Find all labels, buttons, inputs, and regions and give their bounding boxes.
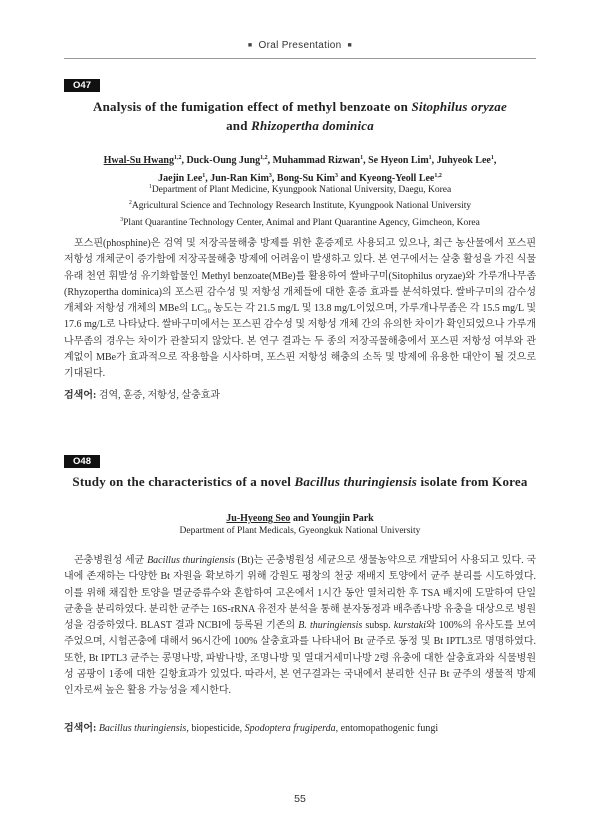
author-name: Jaejin Lee [158,172,203,184]
italic-term: Bacillus thuringiensis [98,723,187,734]
text-run: 곤충병원성 세균 [74,555,148,566]
author-affiliation-mark: 1 [202,172,206,179]
author-affiliation-mark: 1 [360,155,364,161]
affiliation: Department of Plant Medicals, Gyeongkuk National University [179,526,421,536]
section-label: Oral Presentation [258,40,342,51]
author-line: Jaejin Lee$^1$, Jun-Ran Kim$^3$, Bong-Su Kim$^3$ and Kyeong-Yeoll Lee$^{1,2}$ [158,172,442,184]
italic-term: kurstaki [393,620,427,632]
author-name: Hwal-Su Hwang [103,155,174,166]
affiliation-list [64,181,536,230]
author-name: Kyeong-Yeoll Lee [359,172,435,184]
italic-term: Bacillus thuringiensis [147,555,235,566]
author-name: Ju-Hyeong Seo [226,513,291,524]
keywords-value: 검역, 훈증, 저항성, 살충효과 [96,390,221,401]
square-marker-icon: ■ [247,42,253,49]
text-run: , biopesticide, [186,723,245,734]
author-name: Duck-Oung Jung [186,155,261,166]
keywords [64,388,536,404]
author-name: Bong-Su Kim [276,172,335,184]
abstract-body: 포스핀(phosphine)은 검역 및 저장곡물해충 방제를 위한 훈증제로 사용되고 있으나, 최근 농산물에서 포스핀 저항성 개체군이 증가함에 저장곡물해충 방제에 어려움이 발생하고 있다. 본 연구에서는 살충 활성을 가진 식물유래 천연 휘발성 유기화합물인 Methyl benzoate(MBe)를 활용하여 쌀바구미(Sitophilus oryzae)와 가루개나무좀(Rhyzopertha dominica)의 포스핀 감수성 및 저항성 개체들에 대한 훈증 효과를 분석하였다. 쌀바구미의 감수성 개체와 저항성 개체의 MBe의 LC₅₀ 농도는 각 21.5 mg/L 및 13.8 mg/L이었으며, 가루개나무좀은 각 15.5 mg/L 및 17.6 mg/L로 나타났다. 쌀바구미에서는 포스핀 감수성 및 저항성 개체 간의 유의한 차이가 확인되었으나 가루개나무좀의 경우는 차이가 관찰되지 않았다. 본 연구 결과는 두 종의 저장곡물해충에서 포스핀 저항성 여부와 관계없이 MBe가 효과적으로 작용함을 시사하며, 포스핀 저항성 해충의 소독 및 방제에 유용한 대안이 될 것으로 기대된다. [64,238,536,380]
abstract-code-badge: O47 [64,79,100,92]
italic-term: Spodoptera frugiperda [244,723,336,734]
page-number: 55 [294,793,306,805]
title-line: and Rhizopertha dominica [226,118,374,133]
affiliation: $^1$Department of Plant Medicine, Kyungpook National University, Daegu, Korea [148,184,452,195]
text-run: subsp. [362,620,394,632]
author-affiliation-mark: 3 [268,172,272,179]
abstract-body [64,553,536,700]
author-name: Muhammad Rizwan [272,155,361,166]
author-name: Jun-Ran Kim [210,172,269,184]
author-affiliation-mark: 1,2 [173,155,182,161]
square-marker-icon: ■ [347,42,353,49]
section-header [0,40,600,51]
text-run: (Bt)는 곤충병원성 세균으로 생물농약으로 개발되어 사용되고 있다. 국내에 존재하는 다양한 Bt 자원을 확보하기 위해 강원도 평창의 천궁 재배지 토양에서 균주 분리를 시도하였다. 이를 위해 채집한 토양을 멸균증류수와 혼합하여 고온에서 1시간 동안 열처리한 후 TSA 배지에 도말하여 단일 균총을 분리하였다. 분리한 균주는 16S-rRNA 유전자 분석을 통해 분자동정과 배추좀나방 유충을 대상으로 병원성을 검증하였다. BLAST 결과 NCBI에 등록된 기존의 [64,555,537,632]
author-affiliation-mark: 1 [428,155,432,161]
keywords-value [96,723,438,734]
author-affiliation-mark: 1,2 [260,155,268,161]
author-name: Youngjin Park [311,513,374,524]
author-line: Hwal-Su Hwang$^{1,2}$, Duck-Oung Jung$^{1,2}$, Muhammad Rizwan$^1$, Se Hyeon Lim$^1$, Juhyeok Lee$^1$, [103,155,497,166]
keywords [64,721,536,737]
header-divider [64,58,536,59]
text-run: 와 100%의 유사도를 보여주었으며, 시험곤충에 대해서 96시간에 100% 살충효과를 나타내어 Bt 균주로 동정 및 Bt IPTL3로 명명하였다. 또한, Bt IPTL3 균주는 콩명나방, 파밤나방, 조명나방 및 열대거세미나방 2령 유충에 대한 살충효과와 식물병원성 곰팡이 1종에 대한 길항효과가 있었다. 따라서, 본 연구결과는 국내에서 분리한 신규 Bt 균주의 생물적 방제 인자로써 높은 활용 가능성을 제시한다. [64,620,536,697]
author-affiliation-mark: 1 [490,155,494,161]
affiliation: $^2$Agricultural Science and Technology Research Institute, Kyungpook National University [128,200,472,212]
author-affiliation-mark: 1,2 [434,172,442,179]
affiliation: $^3$Plant Quarantine Technology Center, Animal and Plant Quarantine Agency, Gimcheon, Korea [120,216,480,228]
italic-term: B. thuringiensis [298,620,363,632]
author-name: Juhyeok Lee [436,155,491,166]
abstract-title [64,97,536,135]
title-line: Analysis of the fumigation effect of methyl benzoate on Sitophilus oryzae [93,99,507,114]
text-run: , entomopathogenic fungi [335,723,439,734]
abstract-code-badge: O48 [64,455,100,468]
abstract-title: Study on the characteristics of a novel Bacillus thuringiensis isolate from Korea [72,474,528,489]
keywords-label: 검색어: [64,723,97,734]
author-line: Ju-Hyeong Seo and Youngjin Park [226,513,374,524]
keywords-label: 검색어: [64,390,97,401]
author-name: Se Hyeon Lim [368,155,429,166]
author-affiliation-mark: 3 [334,172,338,179]
